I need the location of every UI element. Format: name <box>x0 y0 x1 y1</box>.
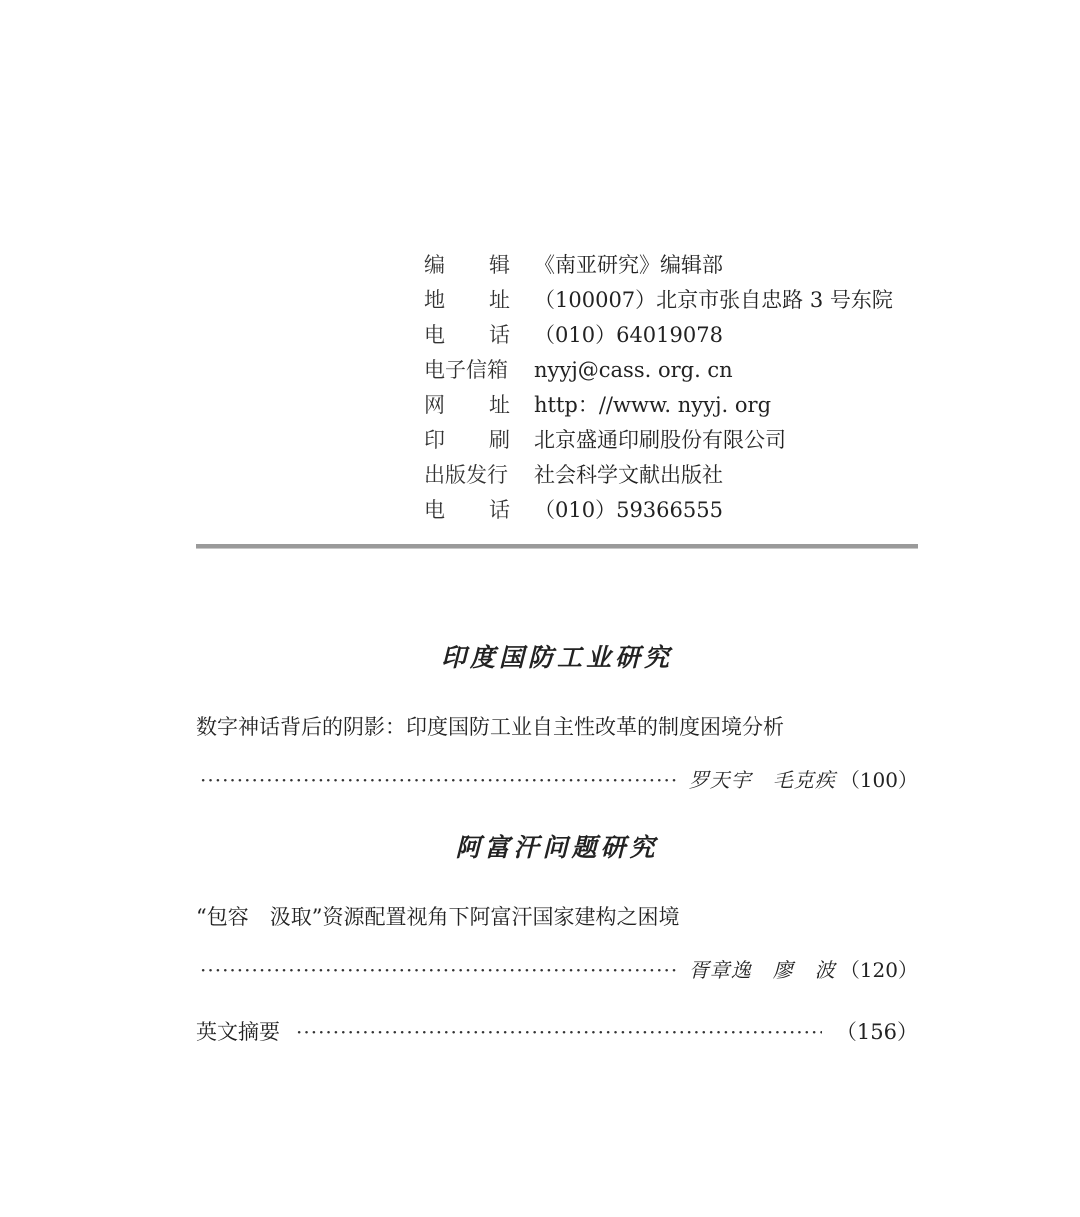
label-char: 话 <box>489 498 510 522</box>
info-value: （010）64019078 <box>534 323 723 347</box>
info-row-address <box>424 283 893 318</box>
page-number: （100） <box>839 768 918 792</box>
info-label <box>424 423 510 458</box>
label-char: 话 <box>489 323 510 347</box>
leader-dots <box>200 958 679 982</box>
label-char: 电 <box>424 498 445 522</box>
info-row-email <box>424 353 893 388</box>
info-value: （100007）北京市张自忠路 3 号东院 <box>534 288 893 312</box>
publication-info <box>424 248 893 528</box>
info-row-publisher-phone <box>424 493 893 528</box>
info-value: 社会科学文献出版社 <box>534 463 723 487</box>
leader-dots <box>200 768 679 792</box>
abstract-label: 英文摘要 <box>196 1020 280 1044</box>
label-char: 辑 <box>489 253 510 277</box>
info-label: 电子信箱 <box>424 358 508 382</box>
toc-entry-english-abstract[interactable] <box>196 1016 918 1046</box>
page-number: （120） <box>839 958 918 982</box>
info-row-publisher <box>424 458 893 493</box>
authors: 胥章逸 廖 波 <box>688 958 836 982</box>
info-row-website <box>424 388 893 423</box>
info-label <box>424 248 510 283</box>
label-char: 地 <box>424 288 445 312</box>
section-title: 阿富汗问题研究 <box>455 833 659 862</box>
divider-rule <box>196 544 918 549</box>
section-title: 印度国防工业研究 <box>440 643 673 672</box>
label-char: 网 <box>424 393 445 417</box>
toc-entry[interactable] <box>200 764 918 793</box>
info-label <box>424 388 510 423</box>
toc-entry[interactable] <box>200 954 918 983</box>
info-label <box>424 318 510 353</box>
authors: 罗天宇 毛克疾 <box>688 768 836 792</box>
email-value[interactable]: nyyj@cass. org. cn <box>534 358 733 382</box>
label-char: 电 <box>424 323 445 347</box>
info-label <box>424 493 510 528</box>
leader-dots <box>296 1020 822 1044</box>
info-label: 出版发行 <box>424 463 508 487</box>
website-link[interactable]: http：//www. nyyj. org <box>534 393 772 417</box>
info-value: 《南亚研究》编辑部 <box>534 253 723 277</box>
info-value: 北京盛通印刷股份有限公司 <box>534 428 786 452</box>
info-label <box>424 283 510 318</box>
label-char: 印 <box>424 428 445 452</box>
label-char: 刷 <box>489 428 510 452</box>
info-value: （010）59366555 <box>534 498 723 522</box>
article-title[interactable]: “包容 汲取”资源配置视角下阿富汗国家建构之困境 <box>196 905 680 929</box>
info-row-phone <box>424 318 893 353</box>
label-char: 址 <box>489 288 510 312</box>
label-char: 编 <box>424 253 445 277</box>
info-row-printer <box>424 423 893 458</box>
info-row-editor <box>424 248 893 283</box>
label-char: 址 <box>489 393 510 417</box>
page-number: （156） <box>835 1020 918 1044</box>
article-title[interactable]: 数字神话背后的阴影：印度国防工业自主性改革的制度困境分析 <box>196 715 784 739</box>
